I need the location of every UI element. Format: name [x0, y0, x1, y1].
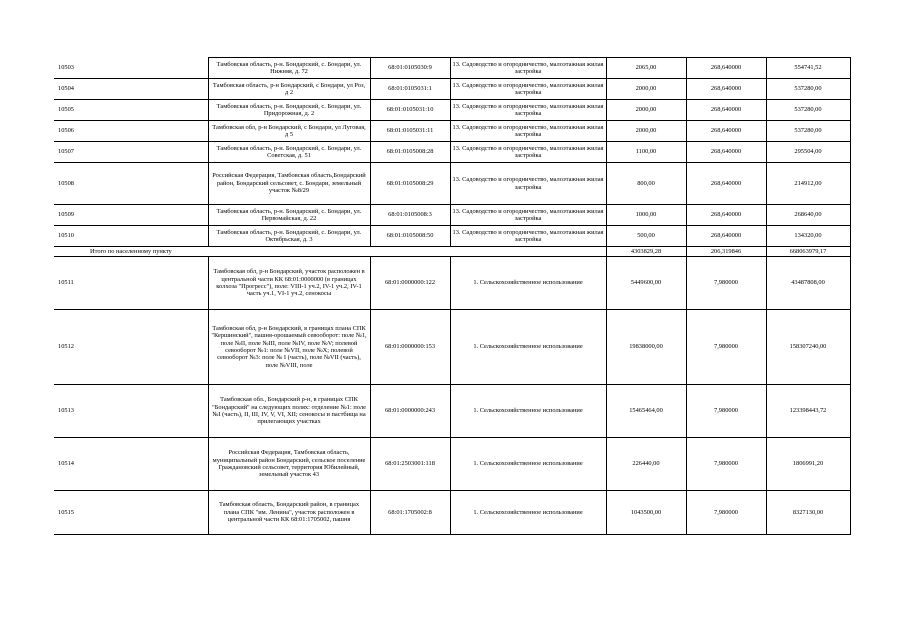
- total-row: [54, 247, 850, 257]
- area-cell: 500,00: [606, 226, 686, 247]
- table-row: [54, 58, 850, 79]
- address-cell: Тамбовская область, р-н. Бондарский, с. Бондари, ул. Октябрьская, д. 3: [208, 226, 370, 247]
- table-row: [54, 491, 850, 535]
- cadastral-number-cell: 68:01:0105030:9: [370, 58, 450, 79]
- row-number: 10515: [54, 491, 208, 535]
- area-cell: 2000,00: [606, 100, 686, 121]
- address-cell: Тамбовская область, Бондарский район, в границах плана СПК "им. Ленина", участок расположен в центральной части КК 68:01:1705002, пашня: [208, 491, 370, 535]
- land-use-cell: 13. Садоводство и огородничество, малоэтажная жилая застройка: [450, 205, 606, 226]
- cadastral-value-table: [54, 57, 850, 535]
- row-number: 10509: [54, 205, 208, 226]
- table-row: [54, 385, 850, 438]
- row-number: 10512: [54, 310, 208, 385]
- land-use-cell: 13. Садоводство и огородничество, малоэтажная жилая застройка: [450, 142, 606, 163]
- address-cell: Российская Федерация, Тамбовская область, муниципальный район Бондарский, сельское поселение Граждановский сельсовет, территория Юбилейный, земельный участок 43: [208, 438, 370, 491]
- rate-cell: 268,640000: [686, 100, 766, 121]
- row-number: 10514: [54, 438, 208, 491]
- cadastral-number-cell: 68:01:0105008:28: [370, 142, 450, 163]
- land-use-cell: 1. Сельскохозяйственное использование: [450, 310, 606, 385]
- rate-cell: 268,640000: [686, 226, 766, 247]
- rate-cell: 7,980000: [686, 438, 766, 491]
- address-cell: Тамбовская обл, р-н Бондарский, с Бондари, ул Луговая, д 5: [208, 121, 370, 142]
- land-use-cell: 1. Сельскохозяйственное использование: [450, 257, 606, 310]
- address-cell: Тамбовская область, р-н. Бондарский, с. Бондари, ул. Первомайская, д. 22: [208, 205, 370, 226]
- area-cell: 19838000,00: [606, 310, 686, 385]
- cadastral-value-cell: 1806991,20: [766, 438, 850, 491]
- rate-cell: 268,640000: [686, 58, 766, 79]
- cadastral-value-cell: 295504,00: [766, 142, 850, 163]
- cadastral-value-cell: 43487808,00: [766, 257, 850, 310]
- table-row: [54, 257, 850, 310]
- land-use-cell: 13. Садоводство и огородничество, малоэтажная жилая застройка: [450, 79, 606, 100]
- rate-cell: 268,640000: [686, 163, 766, 205]
- area-cell: 15465464,00: [606, 385, 686, 438]
- address-cell: Тамбовская область, р-н. Бондарский, с. Бондари, ул. Придорожная, д. 2: [208, 100, 370, 121]
- address-cell: Тамбовская область, р-н. Бондарский, с. Бондари, ул. Советская, д. 51: [208, 142, 370, 163]
- rate-cell: 268,640000: [686, 79, 766, 100]
- land-use-cell: 13. Садоводство и огородничество, малоэтажная жилая застройка: [450, 121, 606, 142]
- data-table: [54, 57, 851, 535]
- cadastral-number-cell: 68:01:1705002:8: [370, 491, 450, 535]
- rate-cell: 7,980000: [686, 257, 766, 310]
- total-label: Итого по населенному пункту: [54, 247, 606, 257]
- cadastral-value-cell: 268640,00: [766, 205, 850, 226]
- table-row: [54, 142, 850, 163]
- cadastral-number-cell: 68:01:0000000:122: [370, 257, 450, 310]
- land-use-cell: 13. Садоводство и огородничество, малоэтажная жилая застройка: [450, 58, 606, 79]
- cadastral-value-cell: 537280,00: [766, 79, 850, 100]
- cadastral-value-cell: 134320,00: [766, 226, 850, 247]
- table-row: [54, 438, 850, 491]
- area-cell: 1000,00: [606, 205, 686, 226]
- cadastral-number-cell: 68:01:2503001:118: [370, 438, 450, 491]
- land-use-cell: 13. Садоводство и огородничество, малоэтажная жилая застройка: [450, 163, 606, 205]
- area-cell: 1043500,00: [606, 491, 686, 535]
- rate-cell: 7,980000: [686, 310, 766, 385]
- table-row: [54, 121, 850, 142]
- row-number: 10507: [54, 142, 208, 163]
- cadastral-value-cell: 8327130,00: [766, 491, 850, 535]
- area-cell: 1100,00: [606, 142, 686, 163]
- cadastral-number-cell: 68:01:0105008:29: [370, 163, 450, 205]
- land-use-cell: 1. Сельскохозяйственное использование: [450, 438, 606, 491]
- area-cell: 2065,00: [606, 58, 686, 79]
- table-row: [54, 226, 850, 247]
- rate-cell: 7,980000: [686, 385, 766, 438]
- land-use-cell: 1. Сельскохозяйственное использование: [450, 385, 606, 438]
- row-number: 10503: [54, 58, 208, 79]
- address-cell: Тамбовская обл, р-н Бондарский, в границах плана СПК "Кершинский", пашня-орошаемый севооборот: поле №1, поле №II, поле №III, поле №IV, поле №V; полевой севооборот №1: поле №VII, поле №X; полевой севооборот №3: поле № I (часть), поле №VII (часть), поле №VIII, поле: [208, 310, 370, 385]
- table-row: [54, 205, 850, 226]
- cadastral-number-cell: 68:01:0105008:3: [370, 205, 450, 226]
- address-cell: Тамбовская обл, р-н Бондарский, участок расположен в центральной части КК 68:01:0000000 (в границах колхоза "Прогресс"), поле: VIII-1 уч.2, IV-1 уч.2, IV-1 часть уч.1, VI-1 уч.2, сенокосы: [208, 257, 370, 310]
- row-number: 10504: [54, 79, 208, 100]
- row-number: 10513: [54, 385, 208, 438]
- area-cell: 2000,00: [606, 79, 686, 100]
- address-cell: Российская Федерация, Тамбовская область,Бондарский район, Бондарский сельсовет, с. Бондари, земельный участок №8/29: [208, 163, 370, 205]
- row-number: 10505: [54, 100, 208, 121]
- rate-cell: 7,980000: [686, 491, 766, 535]
- rate-cell: 268,640000: [686, 142, 766, 163]
- cadastral-value-cell: 554741,52: [766, 58, 850, 79]
- table-row: [54, 163, 850, 205]
- total-rate: 206,319846: [686, 247, 766, 257]
- land-use-cell: 13. Садоводство и огородничество, малоэтажная жилая застройка: [450, 226, 606, 247]
- cadastral-number-cell: 68:01:0000000:243: [370, 385, 450, 438]
- table-row: [54, 79, 850, 100]
- address-cell: Тамбовская область, р-н Бондарский, с Бондари, ул Роз, д 2: [208, 79, 370, 100]
- row-number: 10508: [54, 163, 208, 205]
- row-number: 10510: [54, 226, 208, 247]
- total-area: 4303829,28: [606, 247, 686, 257]
- row-number: 10511: [54, 257, 208, 310]
- cadastral-number-cell: 68:01:0105031:1: [370, 79, 450, 100]
- cadastral-value-cell: 158307240,00: [766, 310, 850, 385]
- cadastral-number-cell: 68:01:0105031:10: [370, 100, 450, 121]
- table-row: [54, 310, 850, 385]
- area-cell: 5449600,00: [606, 257, 686, 310]
- area-cell: 800,00: [606, 163, 686, 205]
- total-value: 668063979,17: [766, 247, 850, 257]
- rate-cell: 268,640000: [686, 205, 766, 226]
- cadastral-number-cell: 68:01:0000000:153: [370, 310, 450, 385]
- area-cell: 2000,00: [606, 121, 686, 142]
- land-use-cell: 1. Сельскохозяйственное использование: [450, 491, 606, 535]
- cadastral-number-cell: 68:01:0105031:11: [370, 121, 450, 142]
- cadastral-value-cell: 537280,00: [766, 121, 850, 142]
- area-cell: 226440,00: [606, 438, 686, 491]
- cadastral-value-cell: 123398443,72: [766, 385, 850, 438]
- table-row: [54, 100, 850, 121]
- land-use-cell: 13. Садоводство и огородничество, малоэтажная жилая застройка: [450, 100, 606, 121]
- address-cell: Тамбовская область, р-н. Бондарский, с. Бондари, ул. Нижняя, д. 72: [208, 58, 370, 79]
- cadastral-value-cell: 214912,00: [766, 163, 850, 205]
- row-number: 10506: [54, 121, 208, 142]
- cadastral-number-cell: 68:01:0105008:50: [370, 226, 450, 247]
- cadastral-value-cell: 537280,00: [766, 100, 850, 121]
- rate-cell: 268,640000: [686, 121, 766, 142]
- address-cell: Тамбовская обл., Бондарский р-н, в границах СПК "Бондарский" на следующих полях: отделение №1: поле №I (часть), II, III, IV, V, VI, XII; сенокосы и пастбища на прилегающих участках: [208, 385, 370, 438]
